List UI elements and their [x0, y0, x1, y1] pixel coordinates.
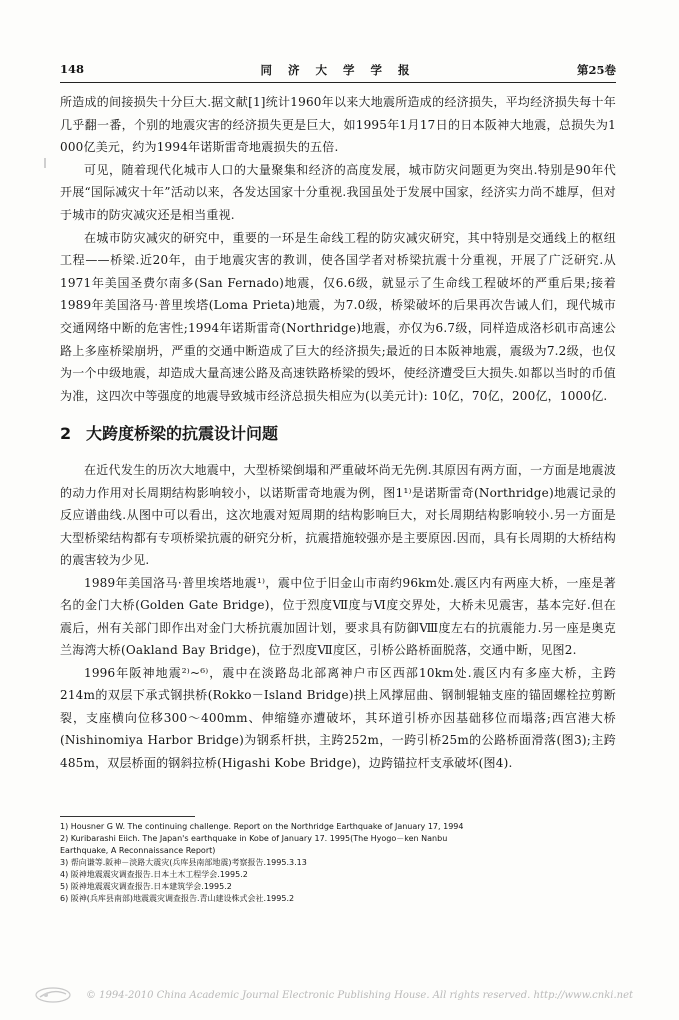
footnotes: [60, 821, 616, 905]
paragraph: 在城市防灾减灾的研究中，重要的一环是生命线工程的防灾减灾研究，其中特别是交通线上的枢纽工程——桥梁.近20年，由于地震灾害的教训，使各国学者对桥梁抗震十分重视，开展了广泛研究.从1971年美国圣费尔南多(San Fernado)地震，仅6.6级，就显示了生命线工程破坏的严重后果;接着1989年美国洛马·普里埃塔(Loma Prieta)地震，为7.0级，桥梁破坏的后果再次告诫人们，现代城市交通网络中断的危害性;1994年诺斯雷奇(Northridge)地震，亦仅为6.7级，同样造成洛杉矶市高速公路上多座桥梁崩坍，严重的交通中断造成了巨大的经济损失;最近的日本阪神地震，震级为7.2级，也仅为一个中级地震，却造成大量高速公路及高速铁路桥梁的毁坏，使经济遭受巨大损失.如都以当时的币值为准，这四次中等强度的地震导致城市经济总损失相应为(以美元计): 10亿，70亿，200亿，1000亿.: [60, 230, 616, 403]
section-text: [60, 459, 616, 774]
footnote: 5) 阪神地震震灾调查报告.日本建筑学会.1995.2: [60, 882, 232, 891]
margin-mark: [44, 158, 46, 168]
footnote: 2) Kuribarashi Eiich. The Japan's earthquake in Kobe of January 17. 1995(The Hyogo－ken Nanbu: [60, 834, 448, 843]
page-number: 148: [60, 62, 85, 76]
volume-label: 第25卷: [576, 63, 616, 77]
section-title: 大跨度桥梁的抗震设计问题: [86, 424, 279, 443]
footnote-rule: [60, 816, 195, 817]
running-head: [60, 62, 616, 82]
header-rule: [60, 82, 616, 83]
paragraph: 所造成的间接损失十分巨大.据文献[1]统计1960年以来大地震所造成的经济损失，平均经济损失每十年几乎翻一番，个别的地震灾害的经济损失更是巨大，如1995年1月17日的日本阪神大地震，总损失为1 000亿美元，约为1994年诺斯雷奇地震损失的五倍.: [60, 95, 616, 155]
footnote: Earthquake, A Reconnaissance Report): [60, 846, 216, 855]
paragraph: 1989年美国洛马·普里埃塔地震¹⁾，震中位于旧金山市南约96km处.震区内有两座大桥，一座是著名的金门大桥(Golden Gate Bridge)，位于烈度Ⅶ度与Ⅵ度交界处，大桥未见震害，基本完好.但在震后，州有关部门即作出对金门大桥抗震加固计划，要求具有防御Ⅷ度左右的抗震能力.另一座是奥克兰海湾大桥(Oakland Bay Bridge)，位于烈度Ⅶ度区，引桥公路桥面脱落，交通中断，见图2.: [60, 575, 616, 657]
paragraph: 1996年阪神地震²⁾~⁶⁾，震中在淡路岛北部离神户市区西部10km处.震区内有多座大桥，主跨214m的双层下承式钢拱桥(Rokko－Island Bridge)拱上风撑屈曲、钢制辊轴支座的锚固螺栓拉剪断裂，支座横向位移300～400mm、伸缩缝亦遭破坏，其环道引桥亦因基础移位而塌落;西宫港大桥(Nishinomiya Harbor Bridge)为钢系杆拱，主跨252m，一跨引桥25m的公路桥面滑落(图3);主跨485m，双层桥面的钢斜拉桥(Higashi Kobe Bridge)，边跨锚拉杆支承破坏(图4).: [60, 665, 616, 770]
footnote: 3) 帮向谦等.阪神－淡路大震灾(兵库县南部地震)考察报告.1995.3.13: [60, 858, 307, 867]
paragraph: 可见，随着现代化城市人口的大量聚集和经济的高度发展，城市防灾问题更为突出.特别是90年代开展“国际减灾十年”活动以来，各发达国家十分重视.我国虽处于发展中国家，经济实力尚不雄厚，但对于城市的防灾减灾还是相当重视.: [60, 162, 616, 222]
copyright-bar: [0, 986, 679, 1008]
section-number: 2: [60, 424, 72, 443]
footnote: 4) 阪神地震震灾调查报告.日本土木工程学会.1995.2: [60, 870, 248, 879]
footnote: 6) 阪神(兵库县南部)地震震灾调查报告.青山建设株式会社.1995.2: [60, 894, 295, 903]
journal-title: 同 济 大 学 学 报: [260, 63, 416, 77]
footnote: 1) Housner G W. The continuing challenge. Report on the Northridge Earthquake of January 17, 1994: [60, 822, 464, 831]
copyright-notice: © 1994-2010 China Academic Journal Electronic Publishing House. All rights reserved. http://www.cnki.net: [86, 990, 634, 1001]
paragraph: 在近代发生的历次大地震中，大型桥梁倒塌和严重破坏尚无先例.其原因有两方面，一方面是地震波的动力作用对长周期结构影响较小，以诺斯雷奇地震为例，图1¹⁾是诺斯雷奇(Northridge)地震记录的反应谱曲线.从图中可以看出，这次地震对短周期的结构影响巨大，对长周期结构影响较小.另一方面是大型桥梁结构都有专项桥梁抗震的研究分析，抗震措施较强亦是主要原因.因而，具有长周期的大桥结构的震害较为少见.: [60, 463, 616, 567]
section-heading: [60, 422, 616, 446]
intro-text: [60, 91, 616, 407]
cnki-logo-icon: [34, 986, 72, 1004]
